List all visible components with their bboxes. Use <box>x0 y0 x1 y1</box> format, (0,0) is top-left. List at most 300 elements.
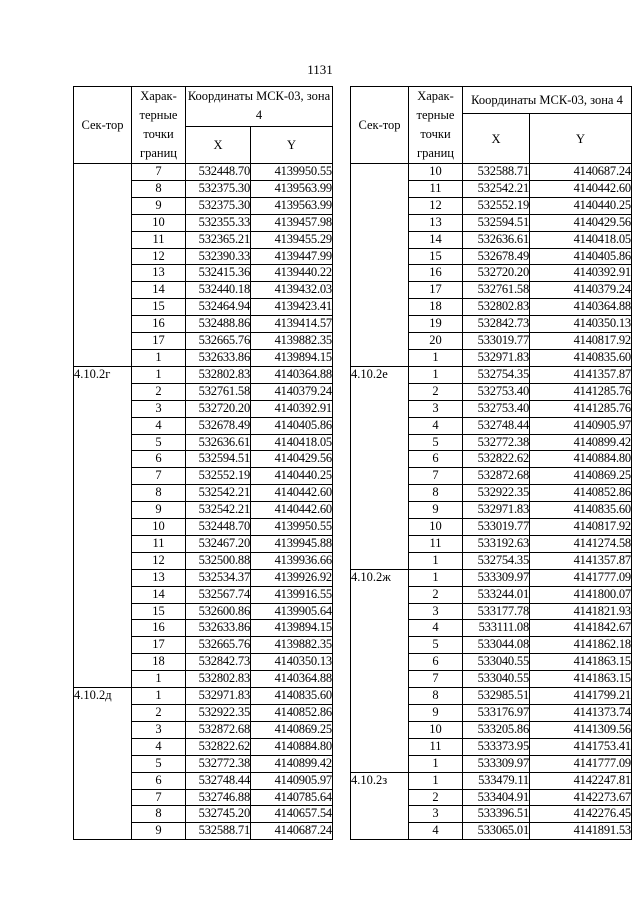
point-cell: 1 <box>132 366 186 383</box>
sector-cell <box>351 197 409 214</box>
point-cell: 1 <box>409 366 463 383</box>
table-row <box>351 468 632 485</box>
point-cell: 16 <box>409 265 463 282</box>
y-coordinate-cell: 4139440.22 <box>251 265 333 282</box>
sector-cell <box>74 485 132 502</box>
x-coordinate-cell: 532822.62 <box>186 738 251 755</box>
table-row <box>351 485 632 502</box>
point-cell: 8 <box>132 806 186 823</box>
sector-cell <box>74 586 132 603</box>
x-coordinate-cell: 532822.62 <box>463 451 530 468</box>
x-coordinate-cell: 533111.08 <box>463 620 530 637</box>
table-row <box>74 214 333 231</box>
table-row <box>74 502 333 519</box>
x-coordinate-cell: 532488.86 <box>186 316 251 333</box>
sector-cell <box>74 400 132 417</box>
table-row <box>74 671 333 688</box>
sector-cell <box>74 603 132 620</box>
point-cell: 14 <box>409 231 463 248</box>
sector-cell: 4.10.2д <box>74 688 132 705</box>
point-cell: 2 <box>409 383 463 400</box>
table-row <box>74 485 333 502</box>
y-coordinate-cell: 4140442.60 <box>530 180 632 197</box>
table-row <box>351 535 632 552</box>
table-row <box>351 806 632 823</box>
table-row <box>351 637 632 654</box>
point-cell: 11 <box>409 738 463 755</box>
table-row <box>351 755 632 772</box>
sector-cell <box>351 333 409 350</box>
y-coordinate-cell: 4140442.60 <box>251 485 333 502</box>
sector-cell <box>351 349 409 366</box>
table-row <box>351 451 632 468</box>
point-cell: 16 <box>132 620 186 637</box>
point-cell: 9 <box>132 823 186 840</box>
sector-cell <box>351 383 409 400</box>
y-coordinate-cell: 4140405.86 <box>251 417 333 434</box>
x-coordinate-cell: 532678.49 <box>186 417 251 434</box>
point-cell: 13 <box>132 569 186 586</box>
table-row <box>351 282 632 299</box>
table-row <box>74 535 333 552</box>
y-coordinate-cell: 4140405.86 <box>530 248 632 265</box>
x-coordinate-cell: 532542.21 <box>186 485 251 502</box>
sector-cell <box>74 265 132 282</box>
y-coordinate-cell: 4142276.45 <box>530 806 632 823</box>
y-coordinate-cell: 4140379.24 <box>530 282 632 299</box>
y-coordinate-cell: 4139950.55 <box>251 519 333 536</box>
point-cell: 4 <box>409 823 463 840</box>
table-row <box>74 519 333 536</box>
x-coordinate-cell: 532594.51 <box>186 451 251 468</box>
table-row <box>351 265 632 282</box>
table-row <box>74 383 333 400</box>
table-row <box>351 586 632 603</box>
point-cell: 15 <box>132 299 186 316</box>
x-coordinate-cell: 532754.35 <box>463 552 530 569</box>
y-coordinate-cell: 4139447.99 <box>251 248 333 265</box>
table-row <box>74 755 333 772</box>
point-cell: 8 <box>409 485 463 502</box>
sector-cell <box>74 248 132 265</box>
y-coordinate-cell: 4141274.58 <box>530 535 632 552</box>
y-coordinate-cell: 4139882.35 <box>251 637 333 654</box>
sector-cell <box>74 197 132 214</box>
point-cell: 1 <box>409 755 463 772</box>
sector-cell <box>74 789 132 806</box>
y-coordinate-cell: 4140392.91 <box>251 400 333 417</box>
table-row <box>351 789 632 806</box>
sector-cell <box>351 738 409 755</box>
table-row <box>74 620 333 637</box>
table-row <box>74 806 333 823</box>
y-coordinate-cell: 4141777.09 <box>530 755 632 772</box>
x-coordinate-cell: 532720.20 <box>463 265 530 282</box>
y-coordinate-cell: 4140350.13 <box>530 316 632 333</box>
sector-cell <box>74 164 132 181</box>
sector-cell <box>351 806 409 823</box>
point-cell: 6 <box>409 654 463 671</box>
point-cell: 17 <box>132 637 186 654</box>
y-coordinate-cell: 4139894.15 <box>251 349 333 366</box>
x-coordinate-cell: 532552.19 <box>463 197 530 214</box>
point-cell: 12 <box>132 248 186 265</box>
x-coordinate-cell: 532448.70 <box>186 519 251 536</box>
y-coordinate-cell: 4140350.13 <box>251 654 333 671</box>
y-coordinate-cell: 4142273.67 <box>530 789 632 806</box>
sector-header: Сек-тор <box>351 87 409 164</box>
table-row <box>74 282 333 299</box>
sector-cell: 4.10.2з <box>351 772 409 789</box>
sector-cell <box>351 282 409 299</box>
sector-cell <box>351 485 409 502</box>
point-cell: 2 <box>409 586 463 603</box>
table-row <box>351 248 632 265</box>
sector-cell <box>74 637 132 654</box>
point-cell: 4 <box>132 417 186 434</box>
point-cell: 6 <box>132 772 186 789</box>
point-cell: 5 <box>132 755 186 772</box>
x-coordinate-cell: 533309.97 <box>463 755 530 772</box>
y-coordinate-cell: 4141285.76 <box>530 400 632 417</box>
y-coordinate-cell: 4139936.66 <box>251 552 333 569</box>
sector-cell <box>74 383 132 400</box>
table-row <box>351 231 632 248</box>
x-header: X <box>186 126 251 164</box>
sector-cell: 4.10.2ж <box>351 569 409 586</box>
point-cell: 19 <box>409 316 463 333</box>
y-coordinate-cell: 4140429.56 <box>251 451 333 468</box>
x-coordinate-cell: 532985.51 <box>463 688 530 705</box>
y-coordinate-cell: 4140817.92 <box>530 333 632 350</box>
sector-cell <box>74 316 132 333</box>
y-coordinate-cell: 4140884.80 <box>530 451 632 468</box>
y-coordinate-cell: 4140905.97 <box>251 772 333 789</box>
x-coordinate-cell: 532665.76 <box>186 637 251 654</box>
sector-cell <box>351 316 409 333</box>
point-cell: 4 <box>132 738 186 755</box>
table-row <box>351 333 632 350</box>
page-number: 1131 <box>307 62 333 77</box>
sector-cell <box>351 502 409 519</box>
point-cell: 3 <box>132 721 186 738</box>
point-cell: 3 <box>409 400 463 417</box>
x-coordinate-cell: 532753.40 <box>463 383 530 400</box>
point-cell: 5 <box>132 434 186 451</box>
sector-cell <box>74 214 132 231</box>
sector-cell <box>351 705 409 722</box>
x-coordinate-cell: 532390.33 <box>186 248 251 265</box>
x-coordinate-cell: 532600.86 <box>186 603 251 620</box>
table-row <box>351 366 632 383</box>
table-row <box>74 603 333 620</box>
y-header: Y <box>530 114 632 164</box>
y-coordinate-cell: 4141891.53 <box>530 823 632 840</box>
point-cell: 3 <box>409 806 463 823</box>
point-cell: 4 <box>409 620 463 637</box>
point-cell: 7 <box>132 164 186 181</box>
point-cell: 15 <box>132 603 186 620</box>
point-cell: 10 <box>409 519 463 536</box>
x-coordinate-cell: 532772.38 <box>186 755 251 772</box>
table-row <box>351 434 632 451</box>
table-row <box>74 434 333 451</box>
table-row <box>74 417 333 434</box>
x-coordinate-cell: 532467.20 <box>186 535 251 552</box>
x-coordinate-cell: 533019.77 <box>463 333 530 350</box>
y-coordinate-cell: 4139916.55 <box>251 586 333 603</box>
sector-cell <box>351 823 409 840</box>
points-header: Харак-терные точки границ <box>132 87 186 164</box>
y-coordinate-cell: 4140835.60 <box>530 502 632 519</box>
table-row <box>74 738 333 755</box>
x-coordinate-cell: 532415.36 <box>186 265 251 282</box>
x-coordinate-cell: 533019.77 <box>463 519 530 536</box>
point-cell: 1 <box>132 688 186 705</box>
x-coordinate-cell: 533479.11 <box>463 772 530 789</box>
table-row <box>74 705 333 722</box>
table-row <box>74 451 333 468</box>
y-coordinate-cell: 4141842.67 <box>530 620 632 637</box>
x-coordinate-cell: 532633.86 <box>186 349 251 366</box>
table-row <box>74 823 333 840</box>
y-coordinate-cell: 4140852.86 <box>251 705 333 722</box>
point-cell: 2 <box>132 383 186 400</box>
point-cell: 10 <box>132 214 186 231</box>
x-coordinate-cell: 532746.88 <box>186 789 251 806</box>
y-coordinate-cell: 4141800.07 <box>530 586 632 603</box>
x-coordinate-cell: 532567.74 <box>186 586 251 603</box>
y-coordinate-cell: 4141777.09 <box>530 569 632 586</box>
point-cell: 6 <box>132 451 186 468</box>
y-coordinate-cell: 4140364.88 <box>251 366 333 383</box>
x-coordinate-cell: 533040.55 <box>463 671 530 688</box>
table-row <box>351 214 632 231</box>
point-cell: 1 <box>409 772 463 789</box>
table-row <box>351 569 632 586</box>
sector-cell <box>74 620 132 637</box>
x-coordinate-cell: 533040.55 <box>463 654 530 671</box>
y-coordinate-cell: 4141357.87 <box>530 366 632 383</box>
table-row <box>351 316 632 333</box>
coordinates-table-right <box>350 86 632 840</box>
sector-cell <box>74 552 132 569</box>
coordinates-header: Координаты МСК-03, зона 4 <box>463 87 632 114</box>
x-coordinate-cell: 533192.63 <box>463 535 530 552</box>
x-coordinate-cell: 532922.35 <box>463 485 530 502</box>
table-row <box>351 164 632 181</box>
y-coordinate-cell: 4140657.54 <box>251 806 333 823</box>
point-cell: 13 <box>409 214 463 231</box>
point-cell: 10 <box>409 164 463 181</box>
y-coordinate-cell: 4140364.88 <box>530 299 632 316</box>
x-coordinate-cell: 533176.97 <box>463 705 530 722</box>
y-coordinate-cell: 4139423.41 <box>251 299 333 316</box>
point-cell: 3 <box>132 400 186 417</box>
x-coordinate-cell: 532720.20 <box>186 400 251 417</box>
y-coordinate-cell: 4139414.57 <box>251 316 333 333</box>
sector-header: Сек-тор <box>74 87 132 164</box>
x-coordinate-cell: 532542.21 <box>186 502 251 519</box>
y-coordinate-cell: 4139905.64 <box>251 603 333 620</box>
y-coordinate-cell: 4140442.60 <box>251 502 333 519</box>
x-coordinate-cell: 533177.78 <box>463 603 530 620</box>
x-coordinate-cell: 532464.94 <box>186 299 251 316</box>
sector-cell <box>351 265 409 282</box>
x-coordinate-cell: 533044.08 <box>463 637 530 654</box>
sector-cell <box>74 671 132 688</box>
x-coordinate-cell: 532552.19 <box>186 468 251 485</box>
table-row <box>74 586 333 603</box>
point-cell: 9 <box>409 705 463 722</box>
table-row <box>351 738 632 755</box>
table-row <box>74 316 333 333</box>
y-coordinate-cell: 4141753.41 <box>530 738 632 755</box>
table-row <box>74 366 333 383</box>
point-cell: 13 <box>132 265 186 282</box>
x-coordinate-cell: 532753.40 <box>463 400 530 417</box>
point-cell: 1 <box>409 349 463 366</box>
point-cell: 12 <box>409 197 463 214</box>
y-coordinate-cell: 4140379.24 <box>251 383 333 400</box>
point-cell: 18 <box>132 654 186 671</box>
x-coordinate-cell: 532355.33 <box>186 214 251 231</box>
point-cell: 14 <box>132 282 186 299</box>
y-coordinate-cell: 4140869.25 <box>530 468 632 485</box>
x-coordinate-cell: 532542.21 <box>463 180 530 197</box>
sector-cell <box>351 586 409 603</box>
y-coordinate-cell: 4142247.81 <box>530 772 632 789</box>
y-coordinate-cell: 4140785.64 <box>251 789 333 806</box>
point-cell: 9 <box>132 197 186 214</box>
sector-cell: 4.10.2г <box>74 366 132 383</box>
sector-cell <box>351 789 409 806</box>
sector-cell <box>74 535 132 552</box>
x-coordinate-cell: 532745.20 <box>186 806 251 823</box>
y-coordinate-cell: 4140392.91 <box>530 265 632 282</box>
point-cell: 3 <box>409 603 463 620</box>
x-coordinate-cell: 532754.35 <box>463 366 530 383</box>
point-cell: 8 <box>409 688 463 705</box>
x-coordinate-cell: 532534.37 <box>186 569 251 586</box>
table-row <box>74 721 333 738</box>
point-cell: 20 <box>409 333 463 350</box>
y-coordinate-cell: 4140852.86 <box>530 485 632 502</box>
sector-cell <box>74 417 132 434</box>
x-coordinate-cell: 532842.73 <box>463 316 530 333</box>
y-coordinate-cell: 4140835.60 <box>251 688 333 705</box>
x-coordinate-cell: 532588.71 <box>186 823 251 840</box>
point-cell: 2 <box>409 789 463 806</box>
sector-cell <box>74 721 132 738</box>
x-coordinate-cell: 533396.51 <box>463 806 530 823</box>
point-cell: 1 <box>409 552 463 569</box>
sector-cell <box>74 282 132 299</box>
y-coordinate-cell: 4140440.25 <box>530 197 632 214</box>
y-coordinate-cell: 4141863.15 <box>530 671 632 688</box>
x-coordinate-cell: 532802.83 <box>186 366 251 383</box>
x-coordinate-cell: 533404.91 <box>463 789 530 806</box>
sector-cell <box>351 620 409 637</box>
x-coordinate-cell: 532500.88 <box>186 552 251 569</box>
table-row <box>74 299 333 316</box>
x-coordinate-cell: 532842.73 <box>186 654 251 671</box>
point-cell: 2 <box>132 705 186 722</box>
coordinates-body-left <box>74 164 333 840</box>
sector-cell <box>351 434 409 451</box>
point-cell: 7 <box>409 468 463 485</box>
point-cell: 16 <box>132 316 186 333</box>
table-row <box>351 705 632 722</box>
sector-cell <box>351 214 409 231</box>
point-cell: 9 <box>409 502 463 519</box>
sector-cell <box>74 468 132 485</box>
y-coordinate-cell: 4140905.97 <box>530 417 632 434</box>
point-cell: 9 <box>132 502 186 519</box>
table-row <box>351 400 632 417</box>
point-cell: 11 <box>132 231 186 248</box>
table-row <box>74 231 333 248</box>
table-row <box>74 688 333 705</box>
x-header: X <box>463 114 530 164</box>
y-coordinate-cell: 4141862.18 <box>530 637 632 654</box>
table-row <box>74 789 333 806</box>
y-coordinate-cell: 4140418.05 <box>530 231 632 248</box>
sector-cell <box>351 552 409 569</box>
table-row <box>74 772 333 789</box>
coordinates-body-right <box>351 164 632 840</box>
point-cell: 11 <box>132 535 186 552</box>
y-coordinate-cell: 4139894.15 <box>251 620 333 637</box>
y-coordinate-cell: 4139882.35 <box>251 333 333 350</box>
sector-cell <box>74 569 132 586</box>
table-row <box>351 552 632 569</box>
y-coordinate-cell: 4139432.03 <box>251 282 333 299</box>
y-coordinate-cell: 4139563.99 <box>251 197 333 214</box>
x-coordinate-cell: 532636.61 <box>186 434 251 451</box>
x-coordinate-cell: 532588.71 <box>463 164 530 181</box>
sector-cell <box>74 806 132 823</box>
y-coordinate-cell: 4139457.98 <box>251 214 333 231</box>
sector-cell <box>351 755 409 772</box>
point-cell: 5 <box>409 637 463 654</box>
table-row <box>351 197 632 214</box>
table-row <box>74 349 333 366</box>
point-cell: 8 <box>132 180 186 197</box>
sector-cell <box>74 823 132 840</box>
sector-cell <box>351 231 409 248</box>
sector-cell <box>74 349 132 366</box>
table-row <box>351 180 632 197</box>
x-coordinate-cell: 532971.83 <box>186 688 251 705</box>
table-row <box>74 552 333 569</box>
sector-cell <box>74 738 132 755</box>
sector-cell <box>351 468 409 485</box>
y-coordinate-cell: 4140687.24 <box>530 164 632 181</box>
x-coordinate-cell: 532748.44 <box>186 772 251 789</box>
x-coordinate-cell: 532375.30 <box>186 197 251 214</box>
x-coordinate-cell: 532772.38 <box>463 434 530 451</box>
table-row <box>74 654 333 671</box>
sector-cell <box>351 451 409 468</box>
table-row <box>351 620 632 637</box>
table-row <box>74 180 333 197</box>
sector-cell <box>351 603 409 620</box>
y-coordinate-cell: 4140364.88 <box>251 671 333 688</box>
y-coordinate-cell: 4140817.92 <box>530 519 632 536</box>
point-cell: 11 <box>409 535 463 552</box>
point-cell: 14 <box>132 586 186 603</box>
